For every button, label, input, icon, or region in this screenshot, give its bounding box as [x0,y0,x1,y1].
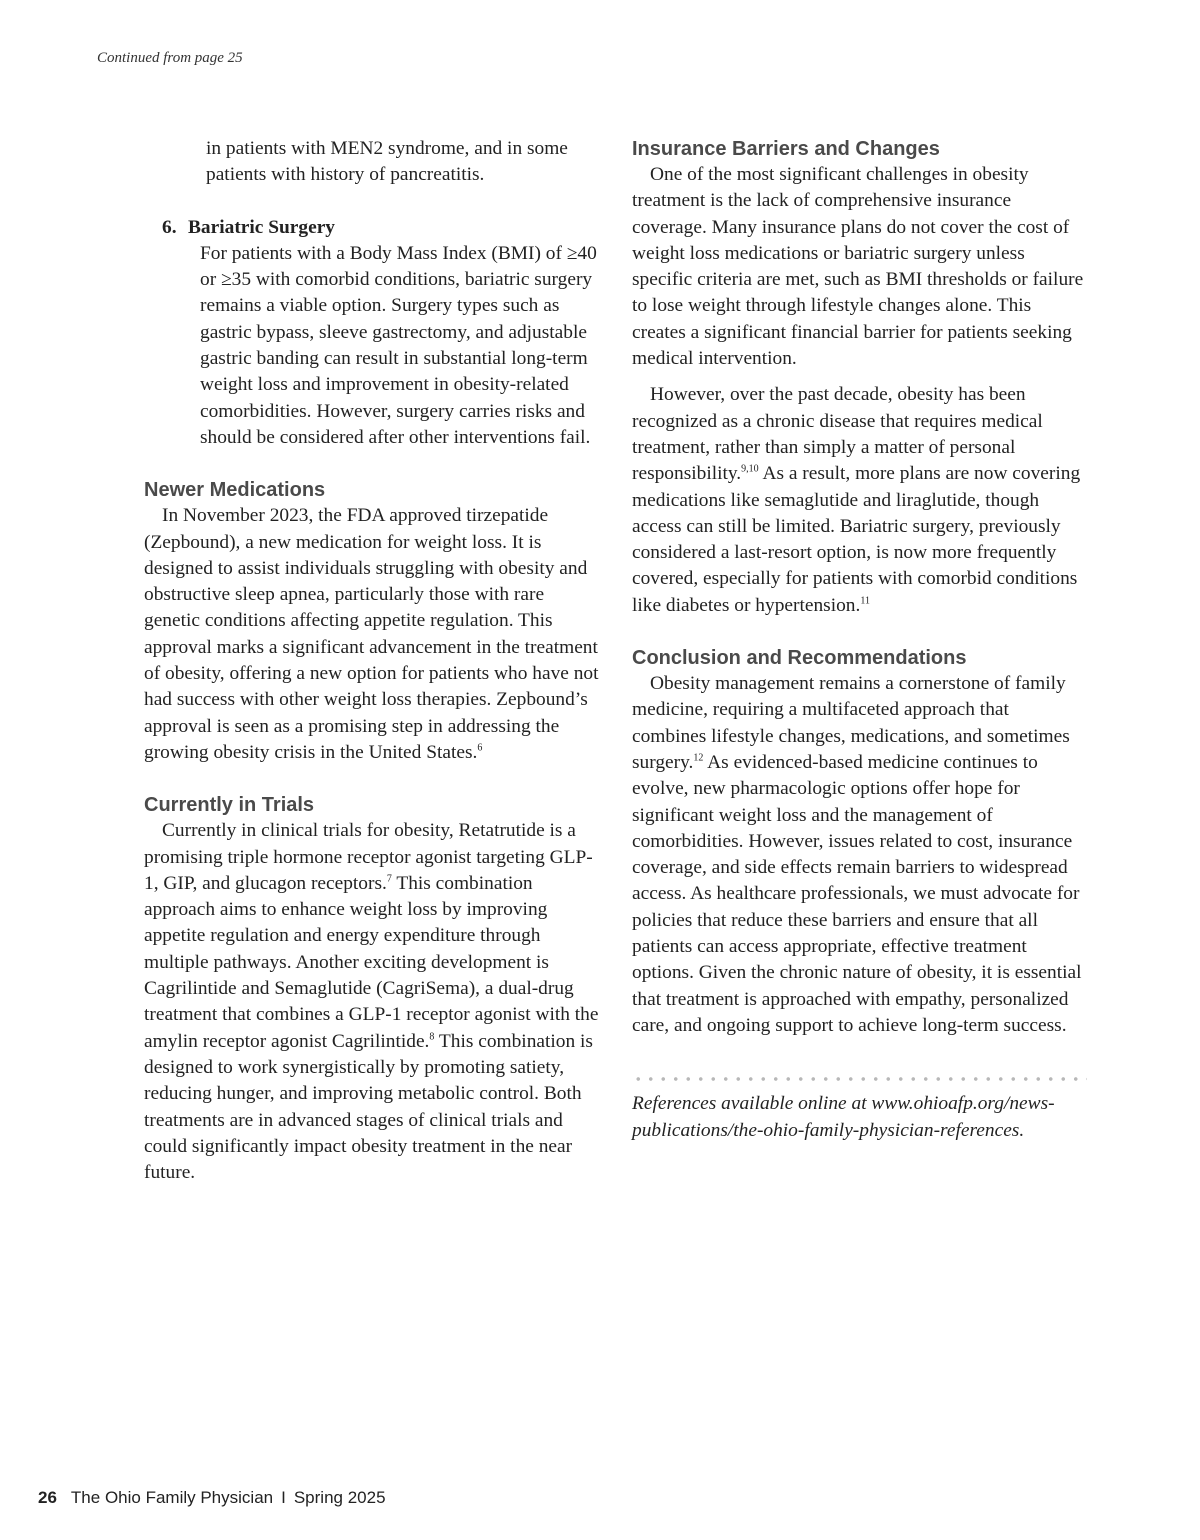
citation: 8 [429,1031,435,1043]
paragraph-text: Obesity management remains a cornerstone of family medicine, requiring a multifaceted approach that combines lifestyle changes, medications, and sometimes surgery. [632,673,1070,773]
list-item-body: For patients with a Body Mass Index (BMI) of ≥40 or ≥35 with comorbid conditions, bariatric surgery remains a viable option. Surgery types such as gastric bypass, sleeve gastrectomy, and adjustable gastric banding can result in substantial long-term weight loss and improvement in obesity-related comorbidities. However, surgery carries risks and should be considered after other interventions fail. [200,242,597,448]
paragraph-text: This combination approach aims to enhance weight loss by improving appetite regulation and energy expenditure through multiple pathways. Another exciting development is Cagrilintide and Semaglutide (CagriSema), a dual-drug treatment that combines a GLP-1 receptor agonist with the amylin receptor agonist Cagrilintide. [144,872,599,1052]
paragraph-text: This combination is designed to work synergistically by promoting satiety, reducing hunger, and improving metabolic control. Both treatments are in advanced stages of clinical trials and could significantly impact obesity treatment in the near future. [144,1030,593,1184]
right-column [632,136,1087,1144]
citation: 6 [477,742,483,754]
dotted-divider [632,1077,1087,1081]
paragraph-text: As a result, more plans are now covering medications like semaglutide and liraglutide, though access can still be limited. Bariatric surgery, previously considered a last-resort option, is now more frequently covered, especially for patients with comorbid conditions like diabetes or hypertension. [632,463,1081,616]
insurance-paragraph-2 [632,382,1087,619]
conclusion-paragraph [632,671,1087,1039]
list-item-heading: Bariatric Surgery [188,216,336,238]
section-heading-newer-medications: Newer Medications [144,479,326,502]
citation: 7 [386,873,392,885]
list-item-number: 6. [162,216,177,238]
page-number: 26 [38,1488,57,1507]
paragraph-text: As evidenced-based medicine continues to evolve, new pharmacologic options offer hope for significant weight loss and the management of comorbidities. However, issues related to cost, insurance coverage, and side effects remain barriers to widespread access. As healthcare professionals, we must advocate for policies that reduce these barriers and ensure that all patients can access appropriate, effective treatment options. Given the chronic nature of obesity, it is essential that treatment is approached with empathy, personalized care, and ongoing support to achieve long-term success. [632,751,1082,1036]
trials-paragraph [144,818,604,1186]
left-column [144,136,604,1186]
section-heading-conclusion: Conclusion and Recommendations [632,647,967,670]
publication-name: The Ohio Family Physician [70,1488,274,1507]
citation: 11 [860,595,870,607]
insurance-paragraph-1: One of the most significant challenges in obesity treatment is the lack of comprehensive insurance coverage. Many insurance plans do not cover the cost of weight loss medications or bariatric surgery unless specific criteria are met, such as BMI thresholds or failure to lose weight through lifestyle changes alone. This creates a significant financial barrier for patients seeking medical intervention. [632,164,1084,370]
citation: 12 [693,752,704,764]
page-footer [38,1488,386,1508]
citation: 9,10 [741,463,759,475]
list-item-title [162,215,604,241]
section-heading-currently-in-trials: Currently in Trials [144,794,315,817]
issue-name: Spring 2025 [293,1488,386,1507]
references-note: References available online at www.ohioafp.org/news-publications/the-ohio-family-physician-references. [632,1093,1055,1141]
section-heading-insurance: Insurance Barriers and Changes [632,138,940,160]
newer-medications-paragraph [144,503,604,766]
continued-paragraph: in patients with MEN2 syndrome, and in some patients with history of pancreatitis. [206,138,568,186]
continued-note: Continued from page 25 [97,50,243,66]
paragraph-text: In November 2023, the FDA approved tirzepatide (Zepbound), a new medication for weight loss. It is designed to assist individuals struggling with obesity and obstructive sleep apnea, particularly those with rare genetic conditions affecting appetite regulation. This approval marks a significant advancement in the treatment of obesity, offering a new option for patients who have not had success with other weight loss therapies. Zepbound’s approval is seen as a promising step in addressing the growing obesity crisis in the United States. [144,505,599,763]
paragraph-text: Currently in clinical trials for obesity, Retatrutide is a promising triple hormone receptor agonist targeting GLP-1, GIP, and glucagon receptors. [144,820,593,894]
footer-separator: I [281,1488,286,1507]
paragraph-text: However, over the past decade, obesity has been recognized as a chronic disease that requires medical treatment, rather than simply a matter of personal responsibility. [632,384,1043,485]
